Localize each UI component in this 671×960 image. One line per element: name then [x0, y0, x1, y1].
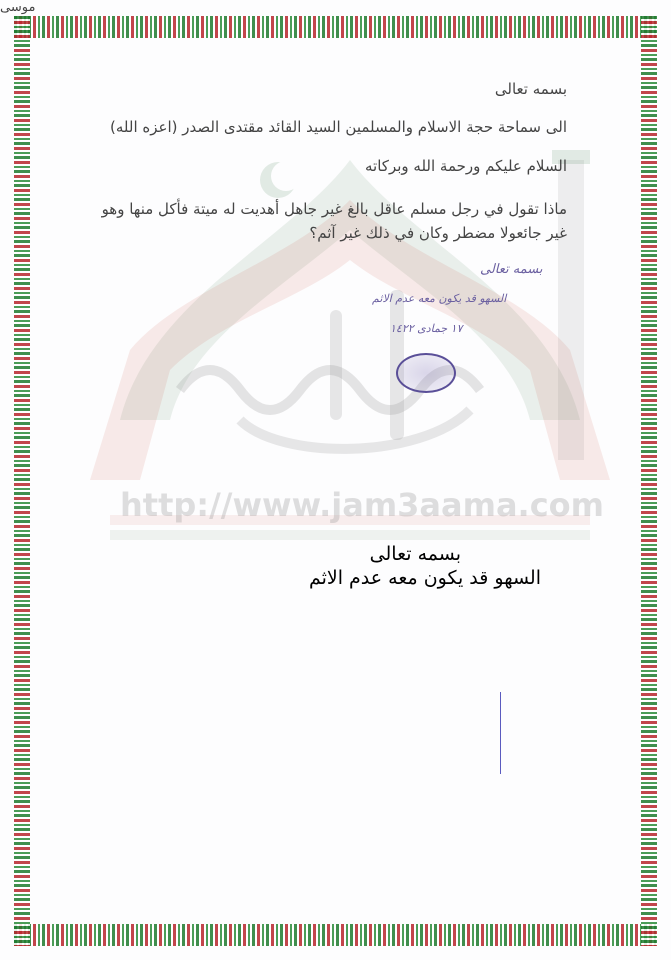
- office-seal-stamp: [396, 353, 456, 393]
- ornamental-border-left: [14, 16, 30, 946]
- question-body: ماذا تقول في رجل مسلم عاقل بالغ غير جاهل أهديت له ميتة فأكل منها وهو غير جائعولا مضطر وكان في ذلك غير آثم؟: [101, 200, 567, 242]
- question-basmala: بسمه تعالى: [494, 80, 567, 98]
- typed-answer-basmala: بسمه تعالى: [369, 543, 461, 565]
- text-cursor-line: [500, 692, 501, 774]
- watermark-url: http://www.jam3aama.com: [120, 486, 604, 524]
- typed-answer-body: السهو قد يكون معه عدم الاثم: [308, 567, 541, 589]
- question-greeting: السلام عليكم ورحمة الله وبركاته: [365, 157, 567, 175]
- handwritten-date: ١٧ جمادى ١٤٢٢: [390, 322, 463, 335]
- ornamental-border-right: [641, 16, 657, 946]
- question-addressee: الى سماحة حجة الاسلام والمسلمين السيد القائد مقتدى الصدر (اعزه الله): [110, 118, 567, 136]
- handwritten-basmala: بسمه تعالى: [480, 262, 543, 277]
- ornamental-border-top: [14, 16, 657, 38]
- question-signer: موسى: [0, 0, 36, 15]
- handwritten-answer: السهو قد يكون معه عدم الاثم: [372, 292, 507, 305]
- ornamental-border-bottom: [14, 924, 657, 946]
